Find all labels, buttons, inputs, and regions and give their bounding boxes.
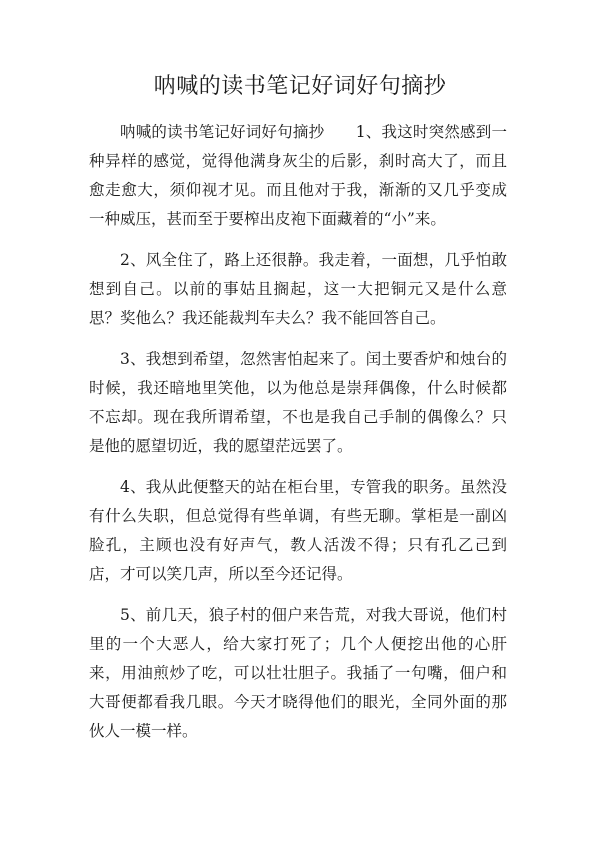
paragraph-5: 5、前几天，狼子村的佃户来告荒，对我大哥说，他们村里的一个大恶人，给大家打死了；几个人便挖出他的心肝来，用油煎炒了吃，可以壮壮胆子。我插了一句嘴，佃户和大哥便都看我几眼。今天才晓得他们的眼光，全同外面的那伙人一模一样。: [89, 606, 507, 740]
document-body: [89, 118, 507, 758]
paragraph-4: 4、我从此便整天的站在柜台里，专管我的职务。虽然没有什么失职，但总觉得有些单调，有些无聊。掌柜是一副凶脸孔，主顾也没有好声气，教人活泼不得；只有孔乙己到店，才可以笑几声，所以至今还记得。: [89, 478, 507, 583]
document-title: 呐喊的读书笔记好词好句摘抄: [153, 74, 447, 99]
paragraph-3: 3、我想到希望，忽然害怕起来了。闰土要香炉和烛台的时候，我还暗地里笑他，以为他总是崇拜偶像，什么时候都不忘却。现在我所谓希望，不也是我自己手制的偶像么？只是他的愿望切近，我的愿望茫远罢了。: [89, 350, 507, 455]
paragraph-1: 呐喊的读书笔记好词好句摘抄 1、我这时突然感到一种异样的感觉，觉得他满身灰尘的后影，刹时高大了，而且愈走愈大，须仰视才见。而且他对于我，渐渐的又几乎变成一种威压，甚而至于要榨出皮袍下面藏着的“小”来。: [89, 123, 507, 228]
paragraph-2: 2、风全住了，路上还很静。我走着，一面想，几乎怕敢想到自己。以前的事姑且搁起，这一大把铜元又是什么意思？奖他么？我还能裁判车夫么？我不能回答自己。: [89, 251, 507, 327]
